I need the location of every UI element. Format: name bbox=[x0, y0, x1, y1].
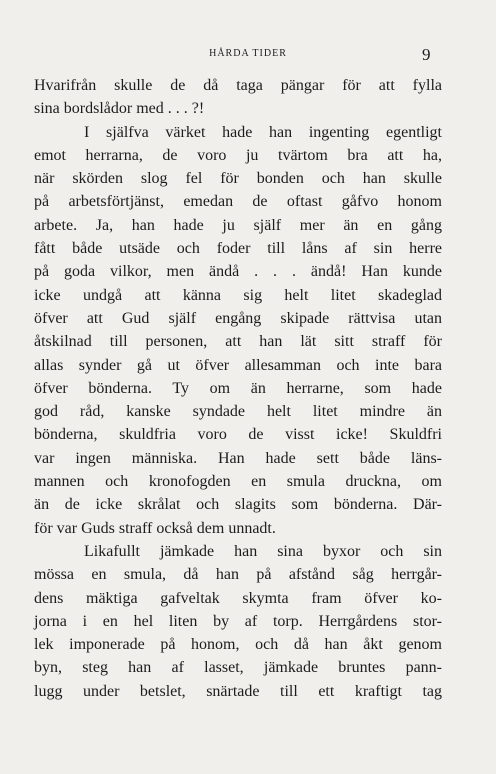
text-line: fått både utsäde och foder till låns af sin herre bbox=[34, 240, 442, 258]
text-line: god råd, kanske syndade helt litet mindre än bbox=[34, 403, 442, 421]
text-line: sina bordslådor med . . . ?! bbox=[34, 100, 205, 118]
text-line: icke undgå att känna sig helt litet skadeglad bbox=[34, 286, 442, 304]
text-line: än de icke skrålat och slagits som bönderna. Där- bbox=[34, 496, 442, 514]
text-line: när skörden slog fel för bonden och han skulle bbox=[34, 170, 442, 188]
text-line: lugg under betslet, snärtade till ett kraftigt tag bbox=[34, 682, 442, 700]
text-line: emot herrarna, de voro ju tvärtom bra att ha, bbox=[34, 146, 442, 164]
text-line: på goda vilkor, men ändå . . . ändå! Han kunde bbox=[34, 263, 442, 281]
text-line: I själfva värket hade han ingenting egentligt bbox=[84, 123, 442, 141]
text-line: mössa en smula, då han på afstånd såg herrgår- bbox=[34, 566, 442, 584]
text-line: Likafullt jämkade han sina byxor och sin bbox=[84, 542, 442, 560]
text-line: öfver bönderna. Ty om än herrarne, som hade bbox=[34, 379, 442, 397]
text-line: öfver att Gud själf engång skipade rättvisa utan bbox=[34, 309, 442, 327]
text-line: åtskilnad till personen, att han lät sitt straff för bbox=[34, 333, 442, 351]
text-line: bönderna, skuldfria voro de visst icke! Skuldfri bbox=[34, 426, 442, 444]
text-line: var ingen människa. Han hade sett både läns- bbox=[34, 449, 442, 467]
page-number: 9 bbox=[422, 45, 431, 64]
text-line: allas synder gå ut öfver allesamman och inte bara bbox=[34, 356, 442, 374]
text-line: byn, steg han af lasset, jämkade bruntes pann- bbox=[34, 659, 442, 677]
body-text bbox=[34, 74, 442, 703]
running-title: HÅRDA TIDER bbox=[209, 48, 287, 59]
text-line: jorna i en hel liten by af torp. Herrgårdens stor- bbox=[34, 612, 442, 630]
text-line: dens mäktiga gafveltak skymta fram öfver ko- bbox=[34, 589, 442, 607]
text-line: mannen och kronofogden en smula druckna, om bbox=[34, 473, 442, 491]
text-line: lek imponerade på honom, och då han åkt genom bbox=[34, 636, 442, 654]
text-line: på arbetsförtjänst, emedan de oftast gåfvo honom bbox=[34, 193, 442, 211]
text-line: arbete. Ja, han hade ju själf mer än en gång bbox=[34, 216, 442, 234]
text-line: för var Guds straff också dem unnadt. bbox=[34, 519, 276, 537]
text-line: Hvarifrån skulle de då taga pängar för att fylla bbox=[34, 77, 442, 94]
